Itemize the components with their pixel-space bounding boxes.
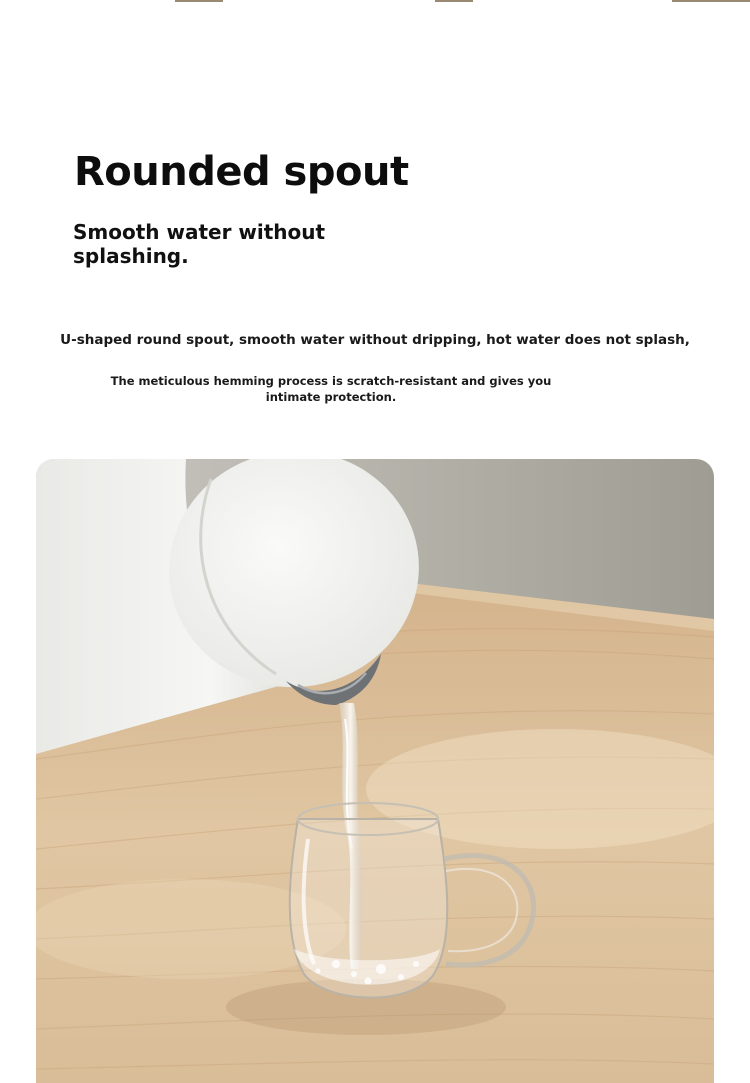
product-photo [36,459,714,1083]
description-secondary: The meticulous hemming process is scratch-resistant and gives you intimate protection. [110,374,552,404]
top-border-strip [0,0,750,2]
top-strip-segment [672,0,750,2]
page-title: Rounded spout [74,149,409,195]
page-subtitle: Smooth water without splashing. [73,220,326,268]
description-primary: U-shaped round spout, smooth water without dripping, hot water does not splash, [60,332,690,348]
top-strip-segment [435,0,473,2]
product-photo-illustration [36,459,714,1083]
top-strip-segment [175,0,223,2]
